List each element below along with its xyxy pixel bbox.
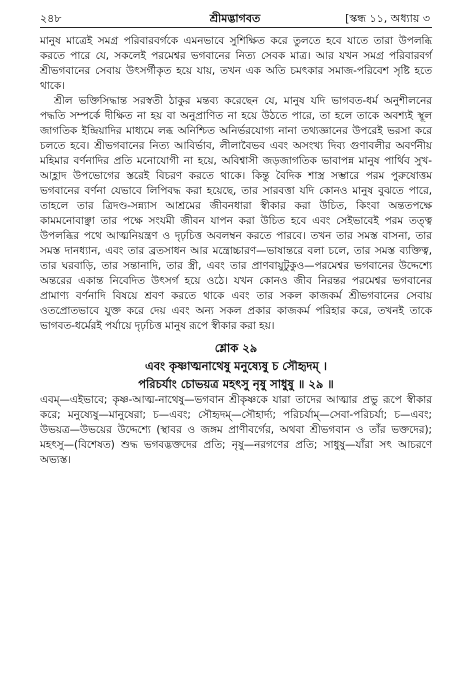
verse-heading: শ্লোক ২৯ xyxy=(214,341,258,355)
running-title: শ্রীমদ্ভাগবত xyxy=(209,12,261,25)
section-label: [স্কন্ধ ১১, অধ্যায় ৩ xyxy=(345,12,430,25)
verse-line-2: পরিচর্যাং চোভয়ত্র মহৎসু নৃষু সাধুষু ॥ ২৯ ॥ xyxy=(138,377,334,391)
paragraph-1: মানুষ মাত্রেই সমগ্র পরিবারবর্গকে এমনভাবে সুশিক্ষিত করে তুলতে হবে যাতে তারা উপলব্ধি করতে পারে যে, সকলেই পরমেশ্বর ভগবানের নিত্য সেবক মাত্র। আর যখন সমগ্র পরিবারবর্গ শ্রীভগবানের সেবায় উৎসর্গীকৃত হয়ে যায়, তখন এক অতি চমৎকার সমাজ-পরিবেশ সৃষ্টি হতে থাকে। xyxy=(40,35,432,92)
page-number: ২৪৮ xyxy=(40,12,62,25)
header-rule xyxy=(40,27,432,28)
verse-line-1: এবং কৃষ্ণাত্মনাথেষু মনুষ্যেষু চ সৌহৃদম্ । xyxy=(145,359,327,373)
synonyms-paragraph: এবম্—এইভাবে; কৃষ্ণ-আত্ম-নাথেষু—ভগবান শ্রীকৃষ্ণকে যারা তাদের আত্মার প্রভু রূপে স্বীকার করে; মনুষ্যেষু—মানুষেরা; চ—এবং; সৌহৃদম্—সৌহার্দ্য; পরিচর্যাম্—সেবা-পরিচর্যা; চ—এবং; উভয়ত্র—উভয়ের উদ্দেশ্যে (স্থাবর ও জঙ্গম প্রাণীবর্গের, অথবা শ্রীভগবান ও তাঁর ভক্তদের); মহৎসু—(বিশেষত) শুদ্ধ ভগবদ্ভক্তদের প্রতি; নৃষু—নরগণের প্রতি; সাধুষু—যাঁরা সৎ আচরণে অভ্যস্ত। xyxy=(40,394,432,466)
page-header xyxy=(40,8,430,26)
page-body xyxy=(40,34,432,468)
paragraph-2: শ্রীল ভক্তিসিদ্ধান্ত সরস্বতী ঠাকুর মন্তব্য করেছেন যে, মানুষ যদি ভাগবত-ধর্ম অনুশীলনের পদ্ধতি সম্পর্কে দীক্ষিত না হয় বা অনুপ্রাণিত না হয়ে উঠতে পারে, তা হলে তাকে অবশ্যই স্থূল জাগতিক ইন্দ্রিয়াদির মাধ্যমে লব্ধ অনিশ্চিত অনির্ভরযোগ্য নানা তথ্যজ্ঞানের উপরেই ভরসা করে চলতে হবে। শ্রীভগবানের নিত্য আবির্ভাব, লীলাবৈভব এবং অসংখ্য দিব্য গুণাবলীর অবর্ণনীয় মহিমার বর্ণনাদির প্রতি মনোযোগী না হয়ে, অবিশ্বাসী জড়জাগতিক ভাবাপন্ন মানুষ পার্থিব সুখ-আহ্লাদ উপভোগের স্তরেই বিচরণ করতে থাকে। কিন্তু বৈদিক শাস্ত্র সম্ভারে পরম পুরুষোত্তম ভগবানের বর্ণনা যেভাবে লিপিবদ্ধ করা হয়েছে, তার সারবত্তা যদি কোনও মানুষ বুঝতে পারে, তাহলে তার ত্রিদণ্ড-সন্ন্যাস আশ্রমের জীবনধারা স্বীকার করা উচিত, কিংবা অন্ততপক্ষে কামমনোবাঞ্ছা তার পক্ষে সংযমী জীবন যাপন করা উচিত হবে এবং সেইভাবেই পরম তত্ত্ব উপলব্ধির পথে আত্মনিয়ন্ত্রণ ও দৃঢ়চিত্ত অবলম্বন করতে পারবে। তখন তার সমস্ত বাসনা, তার সমস্ত দানধ্যান, এবং তার ব্রতসাধন আর মন্ত্রোচ্চারণ—ভাষান্তরে বলা চলে, তার সমস্ত ব্যক্তিত্ব, তার ঘরবাড়ি, তার সন্তানাদি, তার স্ত্রী, এবং তার প্রাণবায়ুটুকুও—পরমেশ্বর ভগবানের উদ্দেশ্যে অন্তরের একান্ত নিবেদিত উৎসর্গ হয়ে ওঠে। যখন কোনও জীব নিরন্তর পরমেশ্বর ভগবানের প্রামাণ্য বর্ণনাদি বিষয়ে শ্রবণ করতে থাকে এবং তার সকল কাজকর্ম শ্রীভগবানের সেবায় ওতপ্রোতভাবে যুক্ত করে দেয় এবং অন্য সকল প্রকার কাজকর্ম পরিহার করে, তখনই তাকে ভাগবত-ধর্মেরই পর্যায়ে দৃঢ়চিত্ত মানুষ রূপে স্বীকার করা হয়। xyxy=(40,95,432,332)
